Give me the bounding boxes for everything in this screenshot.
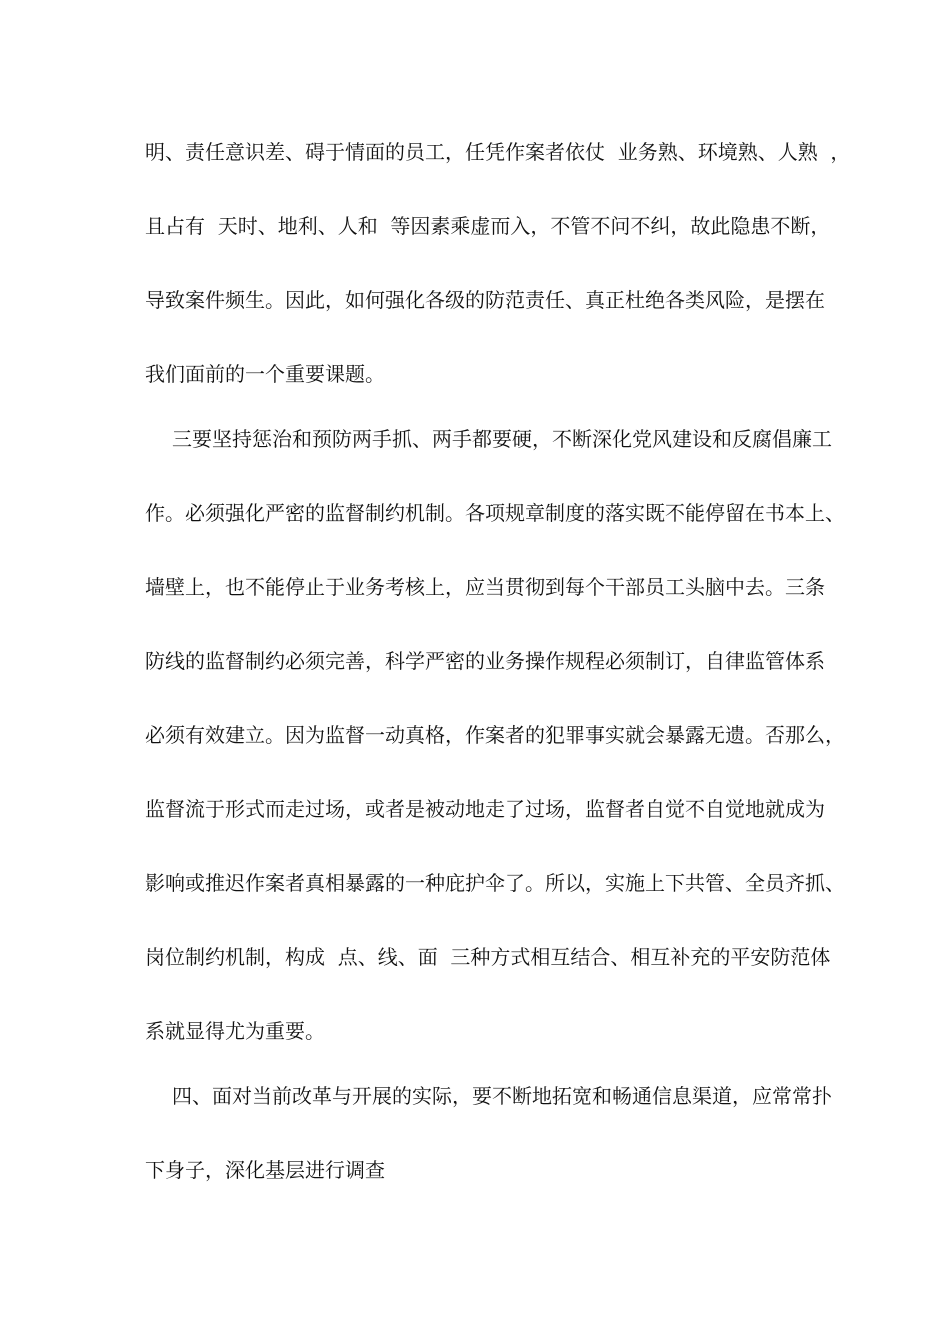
text-line: 我们面前的一个重要课题。	[145, 362, 385, 386]
text-line: 下身子，深化基层进行调查	[145, 1158, 385, 1182]
text-line: 影响或推迟作案者真相暴露的一种庇护伞了。所以，实施上下共管、全员齐抓、	[145, 871, 845, 895]
text-line: 岗位制约机制，构成 点、线、面 三种方式相互结合、相互补充的平安防范体	[145, 945, 831, 969]
text-line: 必须有效建立。因为监督一动真格，作案者的犯罪事实就会暴露无遗。否那么，	[145, 723, 845, 747]
text-line: 明、责任意识差、碍于情面的员工，任凭作案者依仗 业务熟、环境熟、人熟 ，	[145, 140, 851, 164]
text-line: 三要坚持惩治和预防两手抓、两手都要硬，不断深化党风建设和反腐倡廉工	[172, 427, 832, 451]
text-line: 且占有 天时、地利、人和 等因素乘虚而入，不管不问不纠，故此隐患不断，	[145, 214, 831, 238]
text-line: 导致案件频生。因此，如何强化各级的防范责任、真正杜绝各类风险，是摆在	[145, 288, 825, 312]
text-line: 墙壁上，也不能停止于业务考核上，应当贯彻到每个干部员工头脑中去。三条	[145, 575, 825, 599]
text-line: 系就显得尤为重要。	[145, 1019, 325, 1043]
text-line: 防线的监督制约必须完善，科学严密的业务操作规程必须制订，自律监管体系	[145, 649, 825, 673]
text-line: 作。必须强化严密的监督制约机制。各项规章制度的落实既不能停留在书本上、	[145, 501, 845, 525]
text-line: 四、面对当前改革与开展的实际，要不断地拓宽和畅通信息渠道，应常常扑	[172, 1084, 832, 1108]
text-line: 监督流于形式而走过场，或者是被动地走了过场，监督者自觉不自觉地就成为	[145, 797, 825, 821]
